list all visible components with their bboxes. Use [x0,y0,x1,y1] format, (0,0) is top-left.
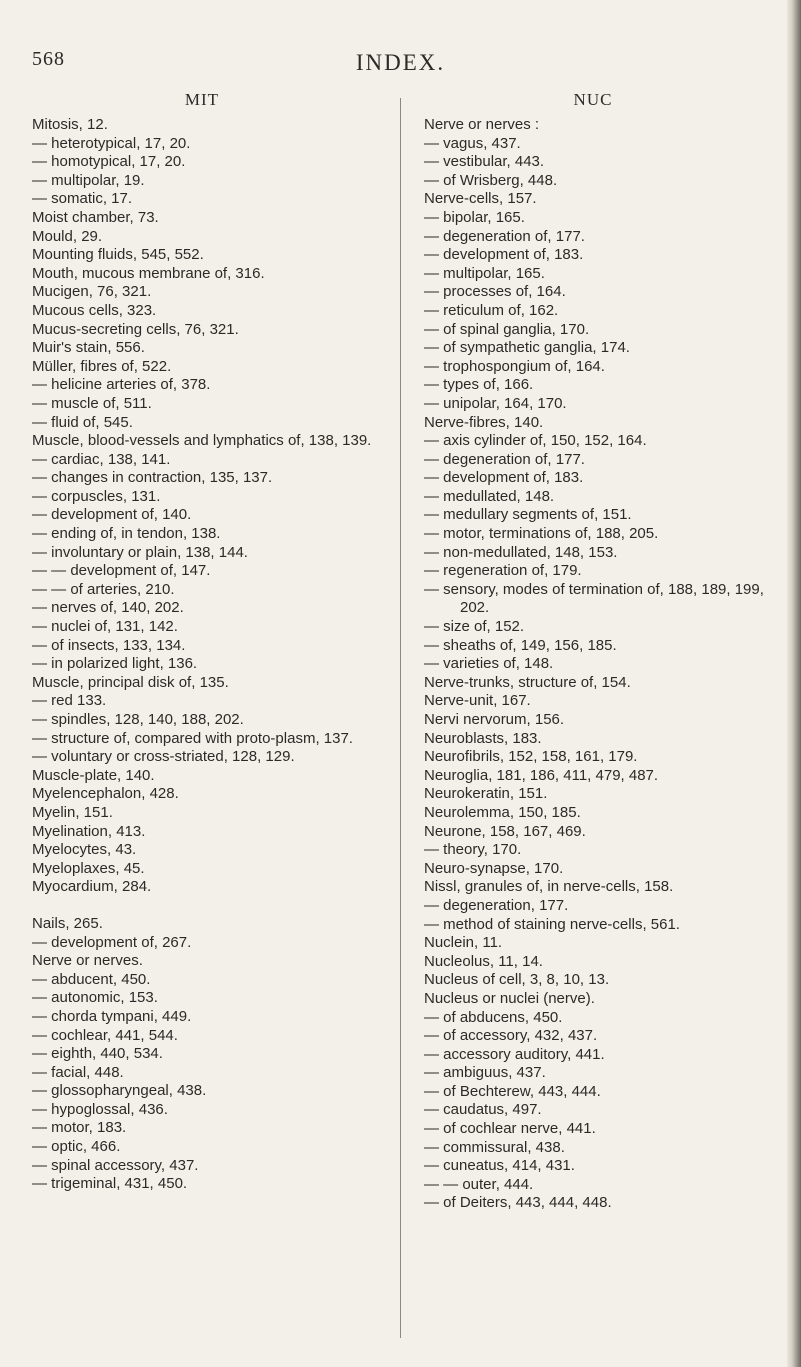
index-entry: Muscle-plate, 140. [32,766,155,784]
index-entry: — medullary segments of, 151. [424,506,632,524]
right-guide-word: NUC [573,90,613,109]
index-entry: Nucleolus, 11, 14. [424,952,543,970]
index-entry: — eighth, 440, 534. [32,1045,163,1063]
index-entry: — accessory auditory, 441. [424,1045,605,1063]
index-entry: Nerve-trunks, structure of, 154. [424,673,631,691]
index-entry: — of Bechterew, 443, 444. [424,1082,601,1100]
index-entry: — trophospongium of, 164. [424,357,605,375]
index-entry: — spinal accessory, 437. [32,1156,199,1174]
index-entry: Myelencephalon, 428. [32,785,179,803]
right-column [424,88,792,1213]
index-entry: — helicine arteries of, 378. [32,376,211,394]
index-entry: — structure of, compared with proto-plasm, 137. [32,729,353,747]
index-entry: — hypoglossal, 436. [32,1100,168,1118]
index-entry: Myelocytes, 43. [32,841,137,859]
index-entry: — multipolar, 19. [32,171,145,189]
index-entry: — nuclei of, 131, 142. [32,618,178,636]
index-entry: — vagus, 437. [424,134,521,152]
index-entry: — development of, 267. [32,933,192,951]
index-entry: — cardiac, 138, 141. [32,450,171,468]
index-entry: Nerve-cells, 157. [424,190,537,208]
index-entry: Nails, 265. [32,914,103,932]
index-entry: — red 133. [32,692,107,710]
index-entry: Mucous cells, 323. [32,301,157,319]
index-entry: Nerve-unit, 167. [424,692,531,710]
index-entry: — unipolar, 164, 170. [424,394,567,412]
index-entry: — spindles, 128, 140, 188, 202. [32,711,244,728]
index-entry: — processes of, 164. [424,283,566,301]
index-entry: — of cochlear nerve, 441. [424,1120,596,1138]
index-entry: Myelin, 151. [32,803,113,821]
index-entry: Nerve-fibres, 140. [424,413,544,431]
index-entry: — degeneration of, 177. [424,227,585,245]
index-entry: Nerve or nerves : [424,116,540,133]
index-entry: Mould, 29. [32,227,103,245]
index-entry: Neurofibrils, 152, 158, 161, 179. [424,748,638,766]
index-entry: Nucleus of cell, 3, 8, 10, 13. [424,971,610,989]
index-entry: Neuroglia, 181, 186, 411, 479, 487. [424,766,659,784]
index-entry: — cuneatus, 414, 431. [424,1157,575,1175]
index-entry: — varieties of, 148. [424,655,554,673]
index-entry: Neuroblasts, 183. [424,729,542,747]
index-entry: — trigeminal, 431, 450. [32,1175,188,1193]
index-entry: — optic, 466. [32,1138,121,1156]
index-entry: — facial, 448. [32,1063,124,1081]
index-entry: Nissl, granules of, in nerve-cells, 158. [424,878,674,896]
index-entry: — of Deiters, 443, 444, 448. [424,1194,612,1212]
index-entry: — cochlear, 441, 544. [32,1026,178,1044]
running-title: INDEX. [355,50,446,75]
index-entry: — — of arteries, 210. [32,580,175,598]
left-column [32,88,400,1194]
index-entry: — vestibular, 443. [424,153,545,171]
index-entry: — corpuscles, 131. [32,487,161,505]
index-entry: — size of, 152. [424,618,525,636]
index-entry: — ending of, in tendon, 138. [32,525,221,543]
index-entry: — commissural, 438. [424,1138,565,1156]
index-entry: Nuclein, 11. [424,934,503,952]
index-entry: Nervi nervorum, 156. [424,711,565,728]
index-entry: — in polarized light, 136. [32,655,198,673]
index-entry: Myeloplaxes, 45. [32,859,145,877]
index-entry: — degeneration of, 177. [424,450,585,468]
index-entry: Nerve or nerves. [32,952,143,970]
index-entry: — development of, 183. [424,469,584,487]
index-entry: Moist chamber, 73. [32,208,159,226]
index-entry: — somatic, 17. [32,190,133,208]
index-entry: — autonomic, 153. [32,989,158,1007]
index-entry: — — outer, 444. [424,1175,534,1193]
index-entry: — reticulum of, 162. [424,301,559,319]
index-entry: — fluid of, 545. [32,413,133,431]
right-entry-list [424,116,792,1213]
index-entry: Neurokeratin, 151. [424,785,548,803]
index-entry: — medullated, 148. [424,487,555,505]
index-entry: — voluntary or cross-striated, 128, 129. [32,748,295,766]
index-entry: — motor, terminations of, 188, 205. [424,525,659,543]
index-entry: Muir's stain, 556. [32,339,145,357]
index-entry: Myelination, 413. [32,822,146,840]
index-entry: — of Wrisberg, 448. [424,171,558,189]
index-entry: — of insects, 133, 134. [32,636,186,654]
index-entry: Neurolemma, 150, 185. [424,803,581,821]
index-entry: — sheaths of, 149, 156, 185. [424,636,617,654]
index-entry: — development of, 183. [424,246,584,264]
page-number: 568 [32,48,65,70]
index-entry: — method of staining nerve-cells, 561. [424,915,680,933]
index-entry: Mounting fluids, 545, 552. [32,246,204,264]
index-entry: — glossopharyngeal, 438. [32,1082,207,1100]
index-entry: — of abducens, 450. [424,1008,563,1026]
index-entry: — types of, 166. [424,376,534,394]
index-entry: — motor, 183. [32,1119,127,1137]
index-entry: Neurone, 158, 167, 469. [424,822,586,840]
index-entry: — axis cylinder of, 150, 152, 164. [424,432,647,450]
index-entry: — heterotypical, 17, 20. [32,134,191,152]
index-entry: Nucleus or nuclei (nerve). [424,989,595,1007]
index-entry: — ambiguus, 437. [424,1064,546,1082]
left-entry-list [32,116,400,1194]
index-entry: Mucus-secreting cells, 76, 321. [32,320,239,338]
index-entry: — abducent, 450. [32,970,151,988]
index-entry: — — development of, 147. [32,562,211,580]
index-entry: Muscle, blood-vessels and lymphatics of, 138, 139. [32,432,372,450]
index-entry: Müller, fibres of, 522. [32,357,172,375]
index-entry: — development of, 140. [32,506,192,524]
index-entry: Muscle, principal disk of, 135. [32,673,229,691]
index-entry: — theory, 170. [424,841,522,859]
index-entry: — chorda tympani, 449. [32,1007,192,1025]
index-entry: — sensory, modes of termination of, 188, 189, 199, 202. [424,580,764,617]
index-entry: — muscle of, 511. [32,394,152,412]
index-entry: — nerves of, 140, 202. [32,599,184,617]
index-entry: — non-medullated, 148, 153. [424,543,618,561]
index-entry: — changes in contraction, 135, 137. [32,469,273,487]
index-entry: — caudatus, 497. [424,1101,542,1119]
index-entry: Mucigen, 76, 321. [32,283,152,301]
index-entry: — of spinal ganglia, 170. [424,320,590,338]
index-entry: — multipolar, 165. [424,264,545,282]
index-entry: Mitosis, 12. [32,116,108,133]
column-divider [400,98,401,1338]
index-entry: — of sympathetic ganglia, 174. [424,339,630,357]
index-entry: Mouth, mucous membrane of, 316. [32,264,265,282]
index-entry: Myocardium, 284. [32,878,152,896]
index-entry: Neuro-synapse, 170. [424,859,564,877]
left-guide-word: MIT [184,90,220,109]
index-entry: — degeneration, 177. [424,896,569,914]
index-entry: — involuntary or plain, 138, 144. [32,543,248,561]
index-entry: — regeneration of, 179. [424,562,582,580]
index-entry: — of accessory, 432, 437. [424,1027,598,1045]
index-entry: — homotypical, 17, 20. [32,153,186,171]
index-entry: — bipolar, 165. [424,208,525,226]
